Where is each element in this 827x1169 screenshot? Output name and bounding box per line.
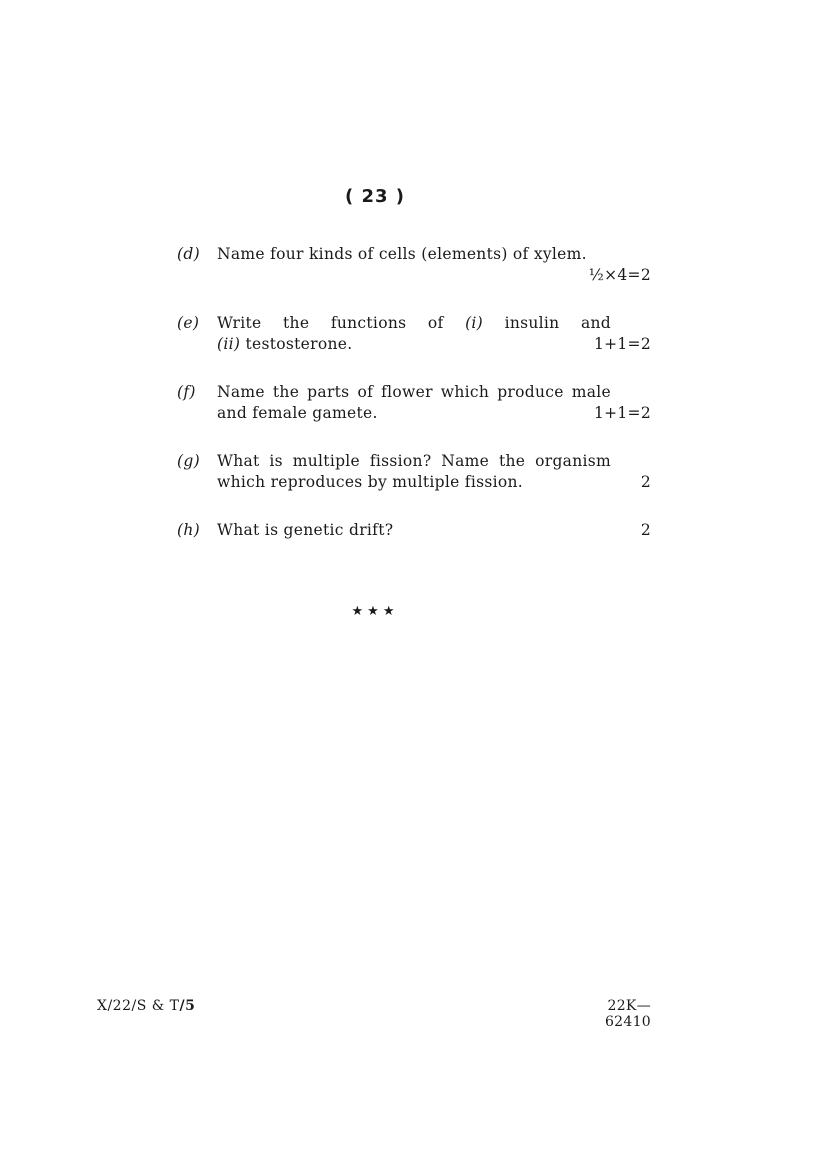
question-g <box>177 451 651 493</box>
question-text-line2: which reproduces by multiple fission. <box>217 473 523 491</box>
question-text-line2: and female gamete. <box>217 404 378 422</box>
question-marks: 1+1=2 <box>593 404 651 422</box>
question-text-line1: What is multiple fission? Name the organism <box>217 452 611 470</box>
paper-code-prefix: X/22/S & T <box>97 998 180 1014</box>
question-text-part: Write the functions of <box>217 314 444 332</box>
question-text: What is genetic drift? <box>217 521 394 539</box>
question-h <box>177 520 651 541</box>
question-list <box>177 244 651 568</box>
question-marks: 1+1=2 <box>593 335 651 353</box>
question-f <box>177 382 651 424</box>
sub-item-label: (i) <box>465 314 484 332</box>
sub-item-label: (ii) <box>217 335 241 353</box>
question-label: (f) <box>177 383 196 401</box>
question-text-line2 <box>217 334 352 355</box>
question-d <box>177 244 651 286</box>
serial-number: 22K—62410 <box>604 998 651 1030</box>
question-text-part: testosterone. <box>245 335 353 353</box>
question-e <box>177 313 651 355</box>
question-marks: 2 <box>640 473 651 491</box>
question-text-part: insulin and <box>504 314 611 332</box>
question-text-line1: Name the parts of flower which produce male <box>217 383 611 401</box>
paper-code-suffix: /5 <box>179 998 196 1014</box>
question-marks: ½×4=2 <box>588 266 651 284</box>
question-marks: 2 <box>640 521 651 539</box>
question-label: (e) <box>177 314 200 332</box>
paper-code <box>97 998 195 1014</box>
question-label: (h) <box>177 521 200 539</box>
question-text: Name four kinds of cells (elements) of xylem. <box>217 245 587 263</box>
end-marker: ★★★ <box>351 604 399 619</box>
page-number: ( 23 ) <box>344 186 406 207</box>
question-text-line1 <box>217 313 651 334</box>
question-label: (d) <box>177 245 200 263</box>
question-label: (g) <box>177 452 200 470</box>
